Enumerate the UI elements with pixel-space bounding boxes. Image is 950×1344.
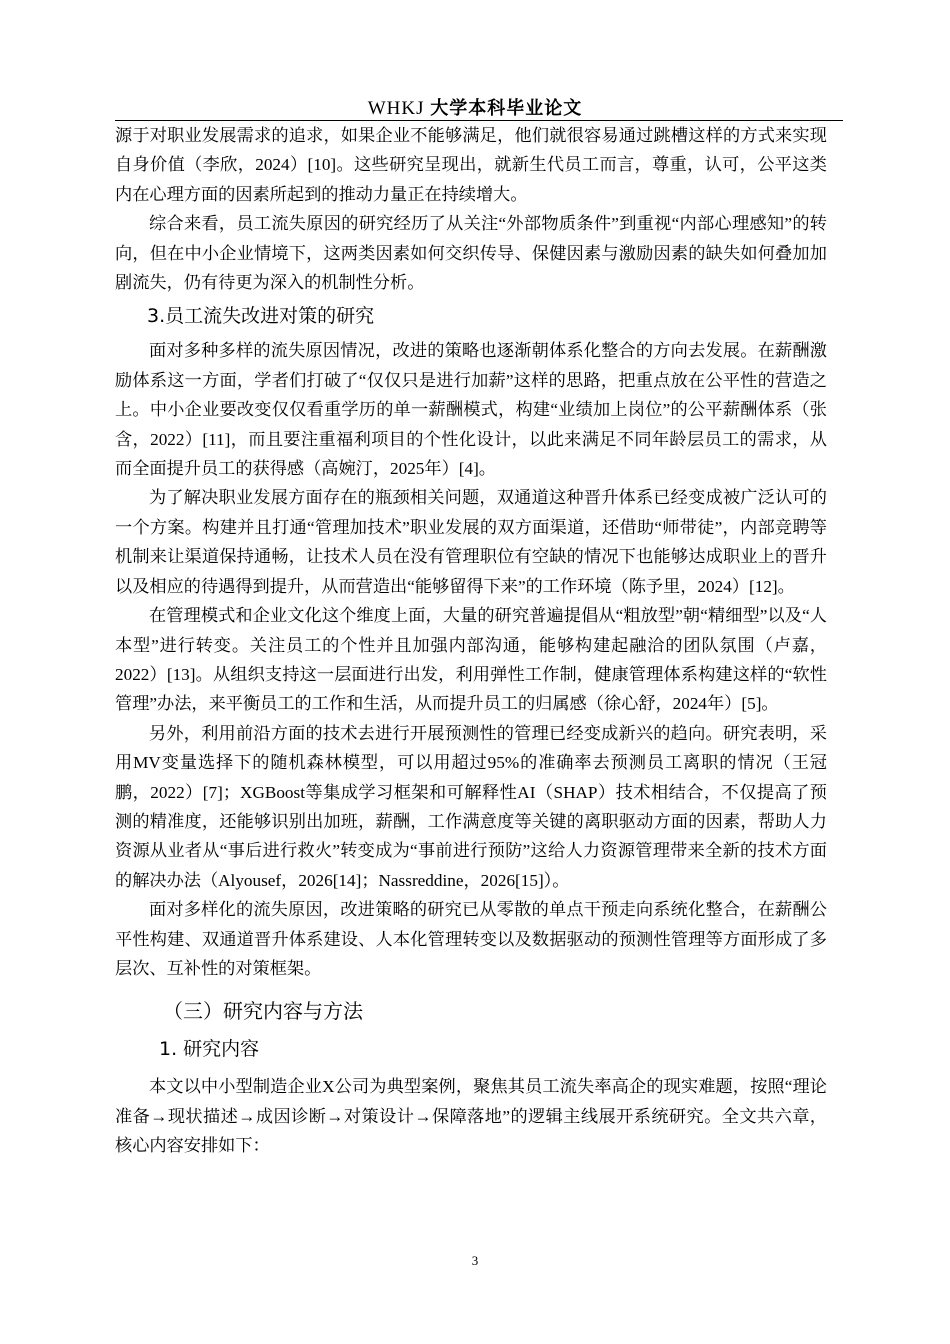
header-title: 大学本科毕业论文 bbox=[430, 98, 583, 119]
heading-research-content-methods: （三）研究内容与方法 bbox=[163, 999, 363, 1024]
paragraph-8: 本文以中小型制造企业X公司为典型案例，聚焦其员工流失率高企的现实难题，按照“理论准备→现状描述→成因诊断→对策设计→保障落地”的逻辑主线展开系统研究。全文共六章，核心内容安排如下： bbox=[115, 1077, 827, 1156]
page-body bbox=[115, 121, 827, 1161]
paragraph-5: 在管理模式和企业文化这个维度上面，大量的研究普遍提倡从“粗放型”朝“精细型”以及“人本型”进行转变。关注员工的个性并且加强内部沟通，能够构建起融洽的团队氛围（卢嘉，2022）[13]。从组织支持这一层面进行出发，利用弹性工作制，健康管理体系构建这样的“软性管理”办法，来平衡员工的工作和生活，从而提升员工的归属感（徐心舒，2024年）[5]。 bbox=[115, 606, 827, 714]
paragraph-3: 面对多种多样的流失原因情况，改进的策略也逐渐朝体系化整合的方向去发展。在薪酬激励体系这一方面，学者们打破了“仅仅只是进行加薪”这样的思路，把重点放在公平性的营造之上。中小企业要改变仅仅看重学历的单一薪酬模式，构建“业绩加上岗位”的公平薪酬体系（张含，2022）[11]，而且要注重福利项目的个性化设计，以此来满足不同年龄层员工的需求，从而全面提升员工的获得感（高婉汀，2025年）[4]。 bbox=[115, 341, 827, 479]
paragraph-7: 面对多样化的流失原因，改进策略的研究已从零散的单点干预走向系统化整合，在薪酬公平性构建、双通道晋升体系建设、人本化管理转变以及数据驱动的预测性管理等方面形成了多层次、互补性的对策框架。 bbox=[115, 900, 827, 978]
paragraph-2: 综合来看，员工流失原因的研究经历了从关注“外部物质条件”到重视“内部心理感知”的转向，但在中小企业情境下，这两类因素如何交织传导、保健因素与激励因素的缺失如何叠加加剧流失，仍有待更为深入的机制性分析。 bbox=[115, 214, 827, 293]
paragraph-6: 另外，利用前沿方面的技术去进行开展预测性的管理已经变成新兴的趋向。研究表明，采用MV变量选择下的随机森林模型，可以用超过95%的准确率去预测员工离职的情况（王冠鹏，2022）[7]；XGBoost等集成学习框架和可解释性AI（SHAP）技术相结合，不仅提高了预测的精准度，还能够识别出加班，薪酬，工作满意度等关键的离职驱动方面的因素，帮助人力资源从业者从“事后进行救火”转变成为“事前进行预防”这给人力资源管理带来全新的技术方面的解决办法（Alyousef，2026[14]；Nassreddine，2026[15]）。 bbox=[115, 723, 827, 890]
paragraph-1: 源于对职业发展需求的追求，如果企业不能够满足，他们就很容易通过跳槽这样的方式来实现自身价值（李欣，2024）[10]。这些研究呈现出，就新生代员工而言，尊重，认可，公平这类内在心理方面的因素所起到的推动力量正在持续增大。 bbox=[115, 126, 827, 204]
paragraph-4: 为了解决职业发展方面存在的瓶颈相关问题，双通道这种晋升体系已经变成被广泛认可的一个方案。构建并且打通“管理加技术”职业发展的双方面渠道，还借助“师带徒”，内部竞聘等机制来让渠道保持通畅，让技术人员在没有管理职位有空缺的情况下也能够达成职业上的晋升以及相应的待遇得到提升，从而营造出“能够留得下来”的工作环境（陈予里，2024）[12]。 bbox=[115, 488, 827, 596]
heading-countermeasures: 3.员工流失改进对策的研究 bbox=[147, 305, 375, 328]
page-number: 3 bbox=[471, 1253, 479, 1268]
heading-research-content: 1. 研究内容 bbox=[159, 1038, 260, 1061]
page-header bbox=[0, 94, 950, 120]
header-latin: WHKJ bbox=[367, 98, 425, 119]
